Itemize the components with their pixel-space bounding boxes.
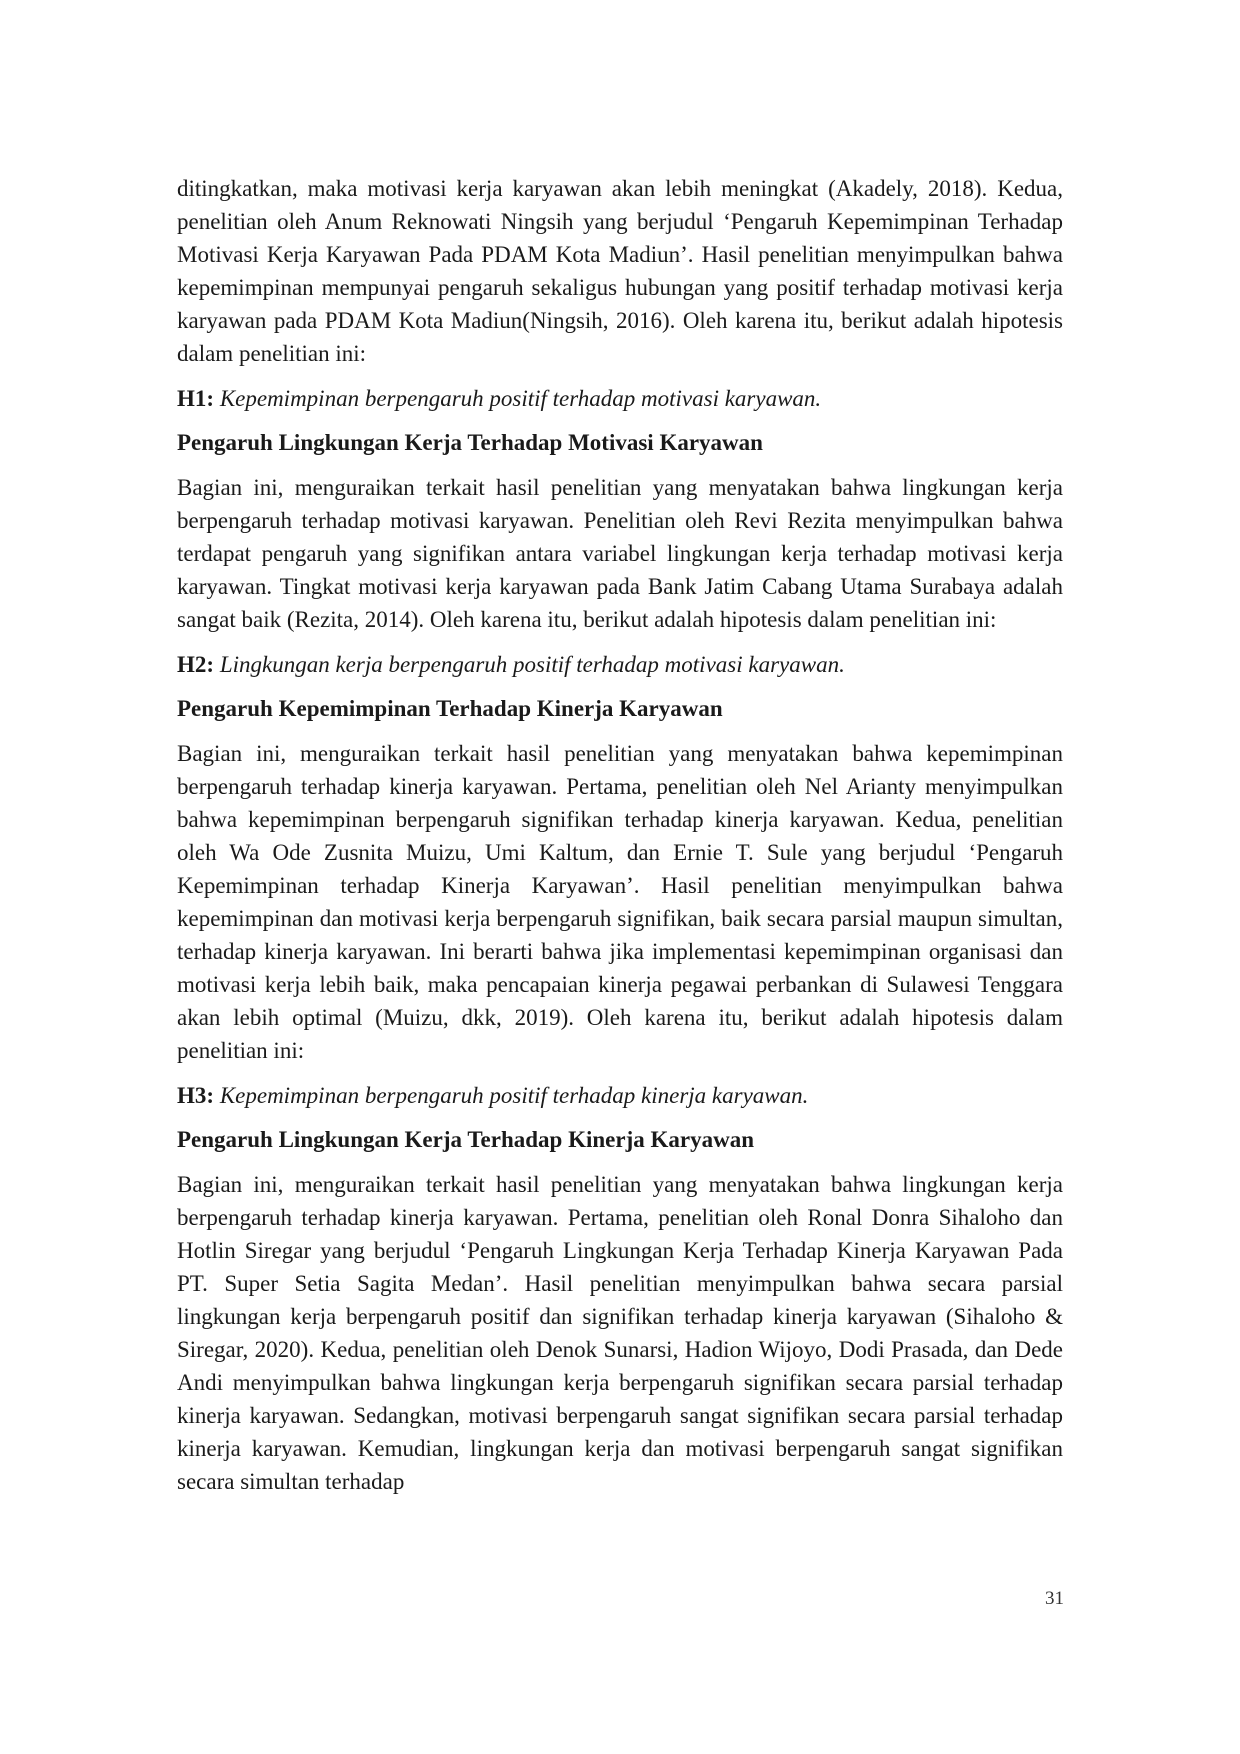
- page-number: 31: [1045, 1588, 1064, 1609]
- hypothesis-label: H2:: [177, 652, 215, 677]
- hypothesis-text: Kepemimpinan berpengaruh positif terhadap kinerja karyawan.: [219, 1083, 809, 1108]
- hypothesis-label: H3:: [177, 1083, 215, 1108]
- hypothesis-h2: [177, 648, 1063, 681]
- body-paragraph: ditingkatkan, maka motivasi kerja karyawan akan lebih meningkat (Akadely, 2018). Kedua, penelitian oleh Anum Reknowati Ningsih yang berjudul ‘Pengaruh Kepemimpinan Terhadap Motivasi Kerja Karyawan Pada PDAM Kota Madiun’. Hasil penelitian menyimpulkan bahwa kepemimpinan mempunyai pengaruh sekaligus hubungan yang positif terhadap motivasi kerja karyawan pada PDAM Kota Madiun(Ningsih, 2016). Oleh karena itu, berikut adalah hipotesis dalam penelitian ini:: [177, 176, 1063, 366]
- section-heading: Pengaruh Kepemimpinan Terhadap Kinerja Karyawan: [177, 696, 723, 721]
- hypothesis-h3: [177, 1079, 1063, 1112]
- document-page-body: [177, 172, 1063, 1510]
- body-paragraph: Bagian ini, menguraikan terkait hasil penelitian yang menyatakan bahwa kepemimpinan berpengaruh terhadap kinerja karyawan. Pertama, penelitian oleh Nel Arianty menyimpulkan bahwa kepemimpinan berpengaruh signifikan terhadap kinerja karyawan. Kedua, penelitian oleh Wa Ode Zusnita Muizu, Umi Kaltum, dan Ernie T. Sule yang berjudul ‘Pengaruh Kepemimpinan terhadap Kinerja Karyawan’. Hasil penelitian menyimpulkan bahwa kepemimpinan dan motivasi kerja berpengaruh signifikan, baik secara parsial maupun simultan, terhadap kinerja karyawan. Ini berarti bahwa jika implementasi kepemimpinan organisasi dan motivasi kerja lebih baik, maka pencapaian kinerja pegawai perbankan di Sulawesi Tenggara akan lebih optimal (Muizu, dkk, 2019). Oleh karena itu, berikut adalah hipotesis dalam penelitian ini:: [177, 741, 1063, 1063]
- hypothesis-label: H1:: [177, 386, 215, 411]
- hypothesis-h1: [177, 382, 1063, 415]
- hypothesis-text: Lingkungan kerja berpengaruh positif terhadap motivasi karyawan.: [219, 652, 845, 677]
- section-heading: Pengaruh Lingkungan Kerja Terhadap Motivasi Karyawan: [177, 430, 763, 455]
- section-heading: Pengaruh Lingkungan Kerja Terhadap Kinerja Karyawan: [177, 1127, 754, 1152]
- body-paragraph: Bagian ini, menguraikan terkait hasil penelitian yang menyatakan bahwa lingkungan kerja berpengaruh terhadap motivasi karyawan. Penelitian oleh Revi Rezita menyimpulkan bahwa terdapat pengaruh yang signifikan antara variabel lingkungan kerja terhadap motivasi kerja karyawan. Tingkat motivasi kerja karyawan pada Bank Jatim Cabang Utama Surabaya adalah sangat baik (Rezita, 2014). Oleh karena itu, berikut adalah hipotesis dalam penelitian ini:: [177, 475, 1063, 632]
- body-paragraph: Bagian ini, menguraikan terkait hasil penelitian yang menyatakan bahwa lingkungan kerja berpengaruh terhadap kinerja karyawan. Pertama, penelitian oleh Ronal Donra Sihaloho dan Hotlin Siregar yang berjudul ‘Pengaruh Lingkungan Kerja Terhadap Kinerja Karyawan Pada PT. Super Setia Sagita Medan’. Hasil penelitian menyimpulkan bahwa secara parsial lingkungan kerja berpengaruh positif dan signifikan terhadap kinerja karyawan (Sihaloho & Siregar, 2020). Kedua, penelitian oleh Denok Sunarsi, Hadion Wijoyo, Dodi Prasada, dan Dede Andi menyimpulkan bahwa lingkungan kerja berpengaruh signifikan secara parsial terhadap kinerja karyawan. Sedangkan, motivasi berpengaruh sangat signifikan secara parsial terhadap kinerja karyawan. Kemudian, lingkungan kerja dan motivasi berpengaruh sangat signifikan secara simultan terhadap: [177, 1172, 1063, 1494]
- hypothesis-text: Kepemimpinan berpengaruh positif terhadap motivasi karyawan.: [219, 386, 822, 411]
